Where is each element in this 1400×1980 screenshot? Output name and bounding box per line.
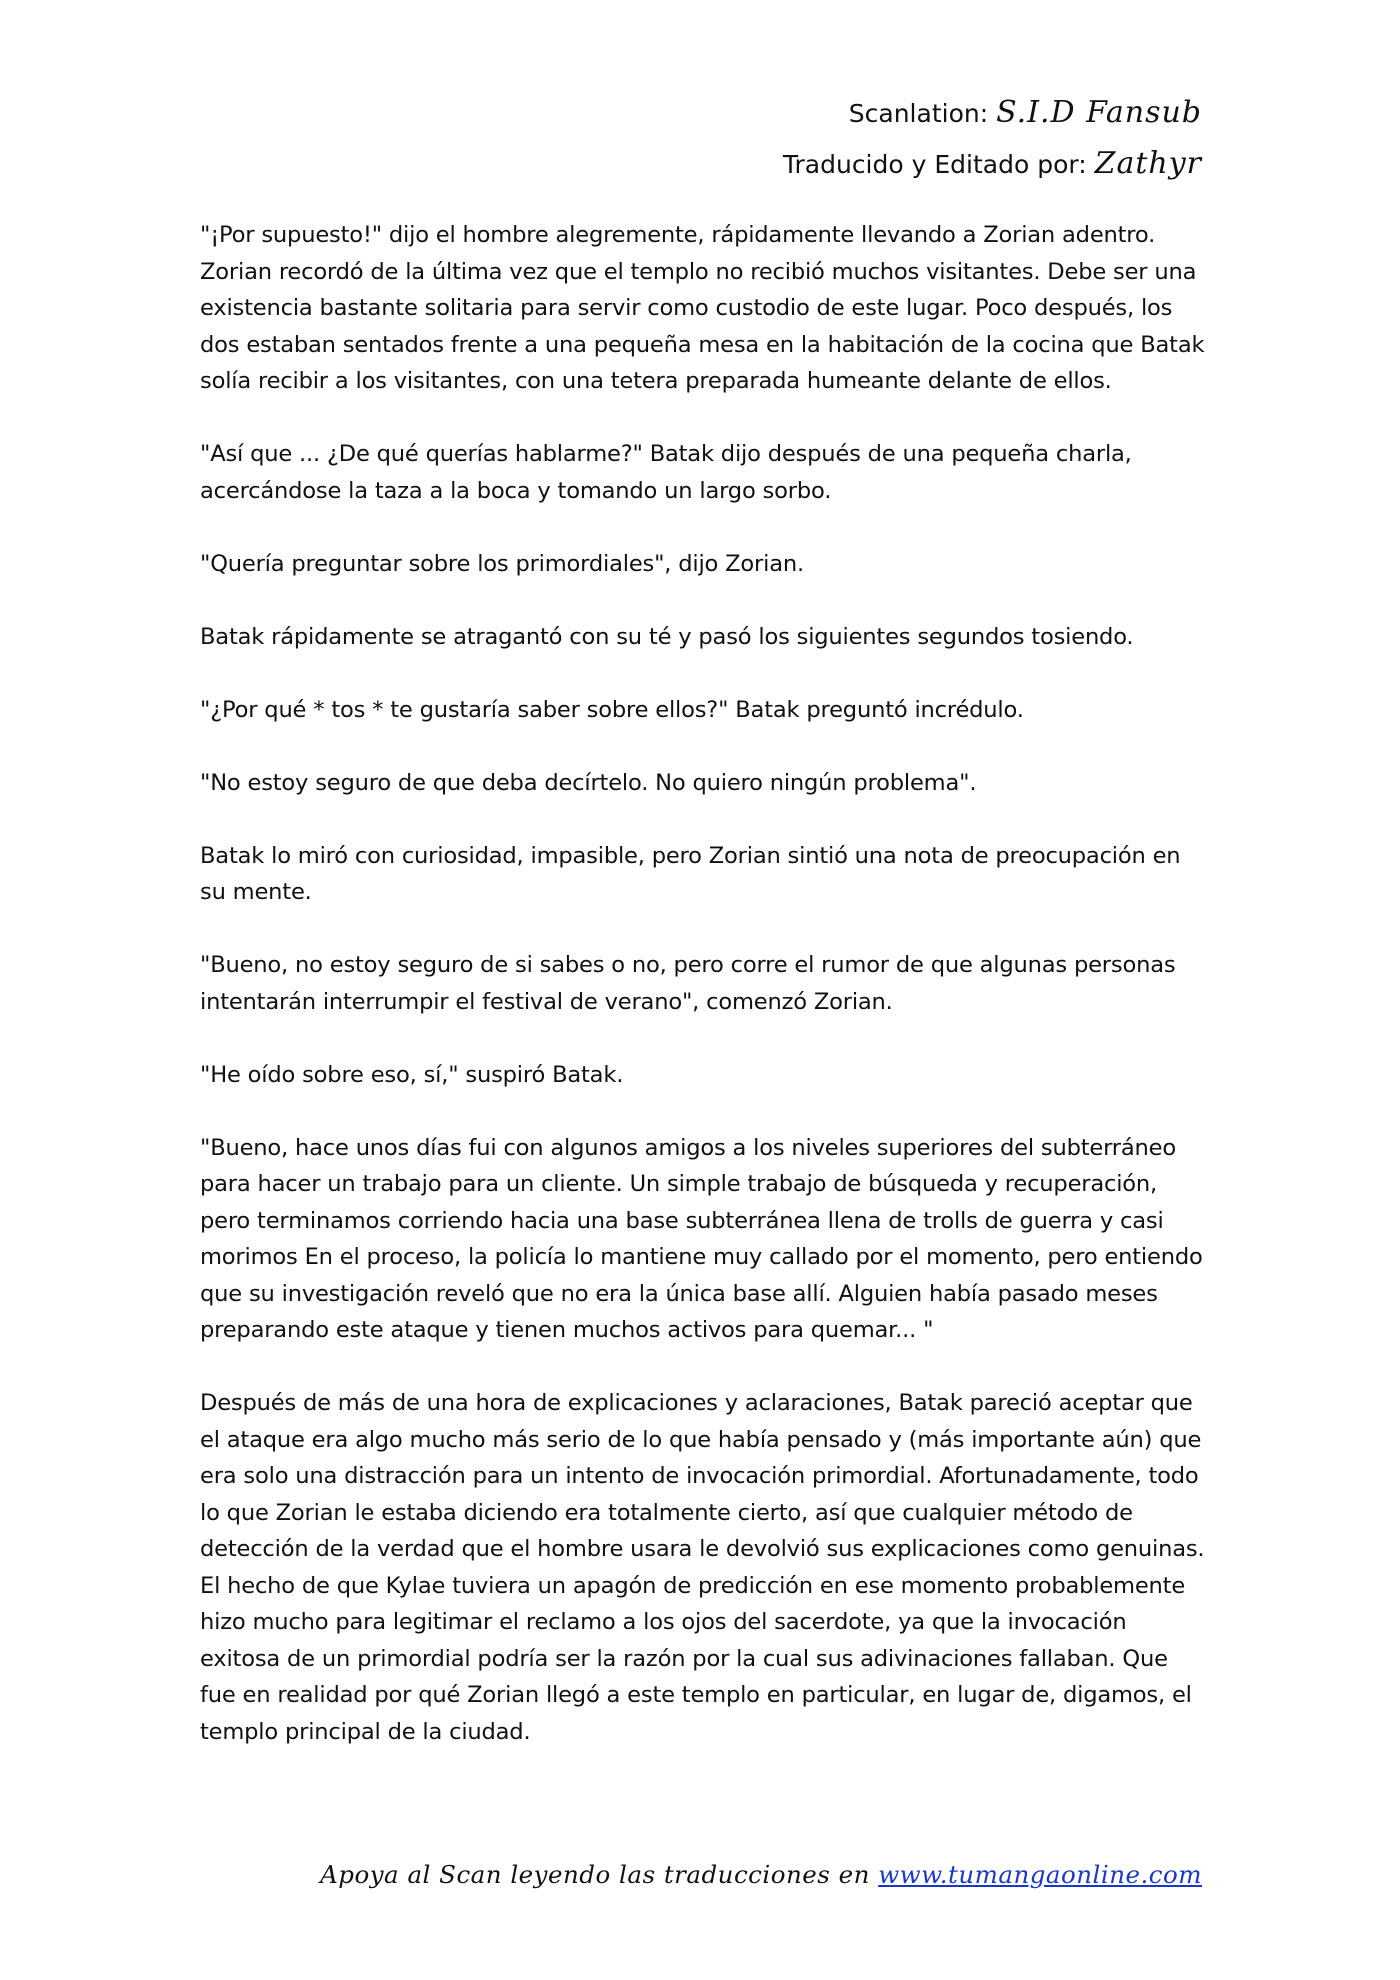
credits-header: [783, 88, 1202, 190]
paragraph: Después de más de una hora de explicaciones y aclaraciones, Batak pareció aceptar que el ataque era algo mucho más serio de lo que había pensado y (más importante aún) que era solo una distracción para un intento de invocación primordial. Afortunadamente, todo lo que Zorian le estaba diciendo era totalmente cierto, así que cualquier método de detección de la verdad que el hombre usara le devolvió sus explicaciones como genuinas. El hecho de que Kylae tuviera un apagón de predicción en ese momento probablemente hizo mucho para legitimar el reclamo a los ojos del sacerdote, ya que la invocación exitosa de un primordial podría ser la razón por la cual sus adivinaciones fallaban. Que fue en realidad por qué Zorian llegó a este templo en particular, en lugar de, digamos, el templo principal de la ciudad.: [200, 1390, 1205, 1745]
paragraph: "Bueno, hace unos días fui con algunos amigos a los niveles superiores del subterráneo para hacer un trabajo para un cliente. Un simple trabajo de búsqueda y recuperación, pero terminamos corriendo hacia una base subterránea llena de trolls de guerra y casi morimos En el proceso, la policía lo mantiene muy callado por el momento, pero entiendo que su investigación reveló que no era la única base allí. Alguien había pasado meses preparando este ataque y tienen muchos activos para quemar... ": [200, 1134, 1203, 1343]
paragraph: Batak lo miró con curiosidad, impasible, pero Zorian sintió una nota de preocupación en su mente.: [200, 842, 1181, 905]
paragraph: "Quería preguntar sobre los primordiales", dijo Zorian.: [200, 550, 804, 577]
paragraph: Batak rápidamente se atragantó con su té y pasó los siguientes segundos tosiendo.: [200, 623, 1134, 650]
story-text: [200, 217, 1205, 1787]
translator-credit: [783, 139, 1202, 190]
footer-text: Apoya al Scan leyendo las traducciones en: [320, 1860, 870, 1889]
scanlation-group: S.I.D Fansub: [996, 95, 1202, 130]
paragraph: "He oído sobre eso, sí," suspiró Batak.: [200, 1061, 624, 1088]
scanlation-credit: [783, 88, 1202, 139]
paragraph: "No estoy seguro de que deba decírtelo. No quiero ningún problema".: [200, 769, 977, 796]
paragraph: "¡Por supuesto!" dijo el hombre alegremente, rápidamente llevando a Zorian adentro. Zorian recordó de la última vez que el templo no recibió muchos visitantes. Debe ser una existencia bastante solitaria para servir como custodio de este lugar. Poco después, los dos estaban sentados frente a una pequeña mesa en la habitación de la cocina que Batak solía recibir a los visitantes, con una tetera preparada humeante delante de ellos.: [200, 222, 1205, 394]
scanlation-label: Scanlation:: [848, 99, 989, 128]
translator-label: Traducido y Editado por:: [782, 150, 1087, 179]
paragraph: "¿Por qué * tos * te gustaría saber sobre ellos?" Batak preguntó incrédulo.: [200, 696, 1024, 723]
footer-link[interactable]: www.tumangaonline.com: [878, 1860, 1202, 1889]
support-footer: [320, 1860, 1202, 1889]
paragraph: "Bueno, no estoy seguro de si sabes o no, pero corre el rumor de que algunas personas intentarán interrumpir el festival de verano", comenzó Zorian.: [200, 952, 1176, 1015]
translator-name: Zathyr: [1094, 146, 1202, 181]
paragraph: "Así que ... ¿De qué querías hablarme?" Batak dijo después de una pequeña charla, acercándose la taza a la boca y tomando un largo sorbo.: [200, 441, 1132, 504]
